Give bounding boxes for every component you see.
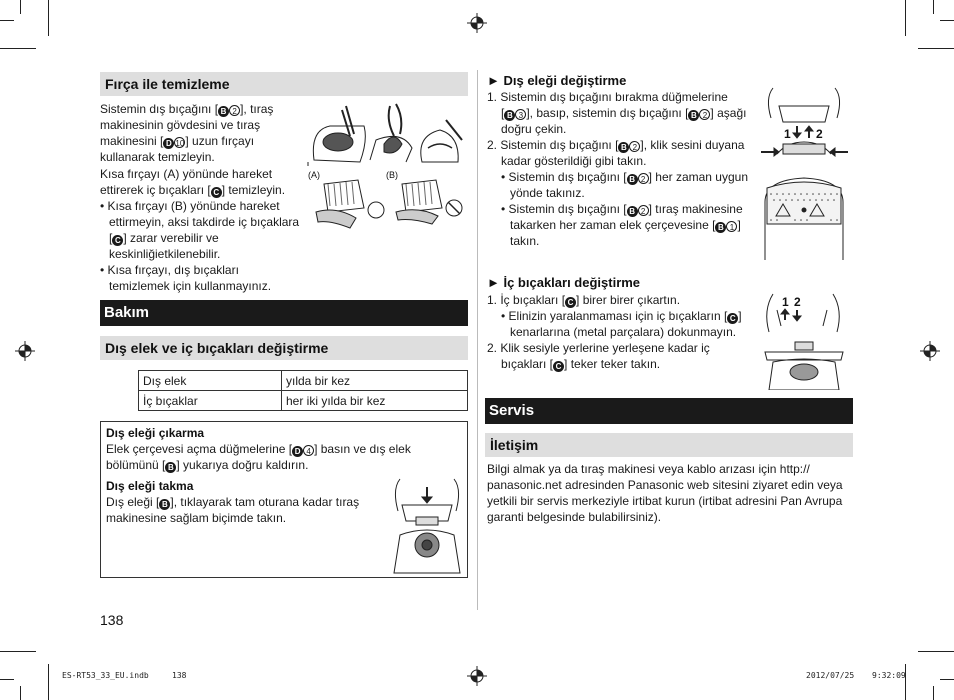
footer-page: 138 — [172, 671, 187, 680]
registration-mark-icon — [920, 341, 940, 361]
contact-heading: İletişim — [485, 433, 853, 457]
inner-blade-heading: ► İç bıçakları değiştirme — [487, 275, 641, 290]
attach-foil-heading: Dış eleği takma — [106, 479, 194, 493]
replacement-table — [138, 370, 468, 411]
brush-cleaning-illustration — [306, 100, 468, 230]
registration-mark-icon — [467, 666, 487, 686]
replace-heading: Dış elek ve iç bıçakları değiştirme — [100, 336, 468, 360]
list-item: • Kısa fırçayı (B) yönünde hareket — [100, 199, 280, 213]
table-cell: her iki yılda bir kez — [282, 391, 468, 411]
svg-text:2: 2 — [816, 127, 823, 141]
list-item: • Sistemin dış bıçağını [ B 2 ] her zaman uygun — [501, 170, 749, 184]
outer-foil-steps: 1. Sistemin dış bıçağını bırakma düğmelerine [ B 3 ], basıp, sistemin dış bıçağını [ B 2 ] aşağı doğru çekin. 2. Sistemin dış bıçağını [ B 2 ], klik sesini duyana kadar gösterildiği gibi takın. • Sistemin dış bıçağını [ B 2 ] her zaman uygun yönde takınız. • Sistemin dış bıçağını [ B 2 ] tıraş makinesine takarken her zaman elek çerçevesine [ B 1 ] takın. — [487, 89, 755, 249]
attach-foil-text: Dış eleği [ B ], tıklayarak tam oturana kadar tıraş makinesine sağlam biçimde takın. — [106, 495, 360, 525]
inner-blade-illustration — [757, 290, 852, 390]
outer-foil-heading: ► Dış eleği değiştirme — [487, 73, 627, 88]
footer-date: 2012/07/25 — [806, 671, 855, 680]
remove-foil-text: Elek çerçevesi açma düğmelerine [ D 4 ] basın ve dış elek bölümünü [ B ] yukarıya doğru kaldırın. — [106, 442, 411, 472]
servis-heading: Servis — [485, 398, 853, 424]
registration-mark-icon — [15, 341, 35, 361]
remove-foil-heading: Dış eleği çıkarma — [106, 426, 205, 440]
svg-text:1: 1 — [784, 127, 791, 141]
list-item: • Sistemin dış bıçağını [ B 2 ] tıraş makinesine — [501, 202, 743, 216]
outer-foil-illustration — [757, 84, 852, 266]
svg-text:(B): (B) — [386, 170, 398, 180]
list-item: 2. Sistemin dış bıçağını [ B 2 ], klik sesini duyana — [487, 138, 745, 152]
table-cell: Dış elek — [139, 371, 282, 391]
table-row — [139, 371, 468, 391]
svg-text:(A): (A) — [308, 170, 320, 180]
bakim-heading: Bakım — [100, 300, 468, 326]
registration-mark-icon — [467, 13, 487, 33]
svg-text:1: 1 — [782, 295, 789, 309]
list-item: 1. İç bıçakları [ C ] birer birer çıkartın. — [487, 293, 681, 307]
attach-foil-illustration — [390, 475, 465, 575]
brush-cleaning-text: Sistemin dış bıçağını [ B 2 ], tıraş makinesinin gövdesini ve tıraş makinesini [ D 10] uzun fırçayı kullanarak temizleyin. — [100, 102, 274, 164]
footer-time: 9:32:09 — [872, 671, 906, 680]
list-item: • Kısa fırçayı, dış bıçakları — [100, 263, 239, 277]
column-divider — [477, 70, 478, 610]
brush-warnings: • Kısa fırçayı (B) yönünde hareket ettirmeyin, aksi takdirde iç bıçaklara [ C ] zarar verebilir ve keskinliğietkilenebilir. • Kısa fırçayı, dış bıçakları temizlemek için kullanmayınız. — [100, 198, 310, 294]
table-cell: İç bıçaklar — [139, 391, 282, 411]
page-number: 138 — [100, 612, 124, 628]
list-item: 1. Sistemin dış bıçağını bırakma düğmelerine — [487, 90, 728, 104]
contact-text: Bilgi almak ya da tıraş makinesi veya kablo arızası için http:// panasonic.net adresinden Panasonic web sitesini ziyaret edin veya yetkili bir servis merkeziyle irtibat kurun (irtibat adresini Pan Avrupa garanti belgesinde bulabilirsiniz). — [487, 462, 843, 524]
list-item: • Elinizin yaralanmaması için iç bıçakların [ C ] — [501, 309, 742, 323]
footer-filename: ES-RT53_33_EU.indb — [62, 671, 149, 680]
list-item: 2. Klik sesiyle yerlerine yerleşene kadar iç — [487, 341, 710, 355]
svg-text:2: 2 — [794, 295, 801, 309]
table-row — [139, 391, 468, 411]
table-cell: yılda bir kez — [282, 371, 468, 391]
brush-direction-text: Kısa fırçayı (A) yönünde hareket ettirerek iç bıçakları [ C ] temizleyin. — [100, 167, 286, 197]
brush-cleaning-heading: Fırça ile temizleme — [100, 72, 468, 96]
inner-blade-steps: 1. İç bıçakları [ C ] birer birer çıkartın. • Elinizin yaralanmaması için iç bıçakların [ C ] kenarlarına (metal parçalara) dokunmayın. 2. Klik sesiyle yerlerine yerleşene kadar iç bıçakları [ C ] teker teker takın. — [487, 292, 755, 372]
